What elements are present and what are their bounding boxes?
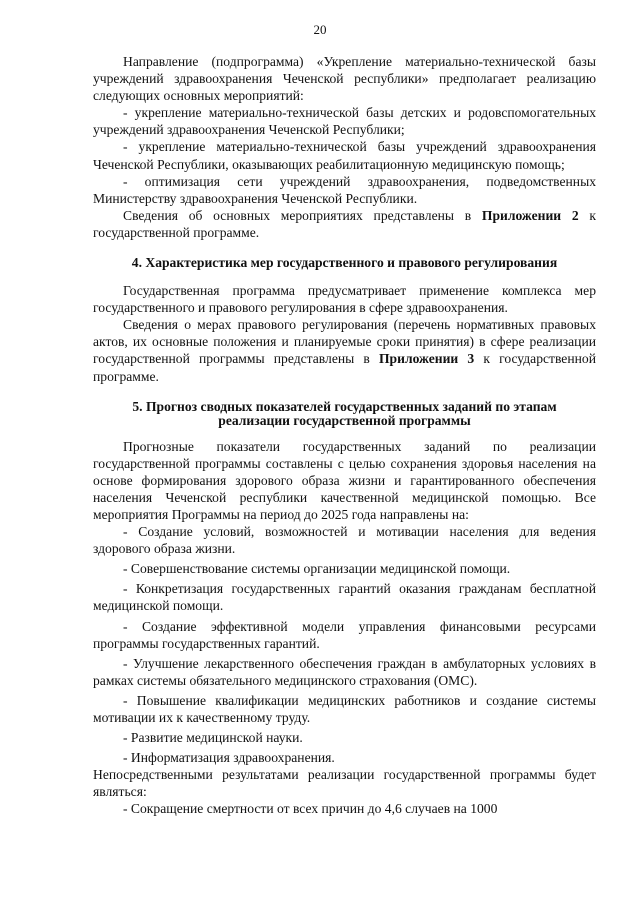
list-item: - Информатизация здравоохранения. xyxy=(123,750,335,766)
list-item: - укрепление материально-технической базы детских и родовспомогательных учреждений здравоохранения Чеченской Республики; xyxy=(93,105,596,138)
list-item: - укрепление материально-технической базы учреждений здравоохранения Чеченской Республики, оказывающих реабилитационную медицинскую помощь; xyxy=(93,139,596,172)
list-item: - Сокращение смертности от всех причин до 4,6 случаев на 1000 xyxy=(123,801,498,817)
page-number: 20 xyxy=(313,22,327,37)
text-span: Сведения об основных мероприятиях представлены в xyxy=(123,207,482,223)
text-span: к государственной программе. xyxy=(93,207,596,240)
list-item: - Совершенствование системы организации медицинской помощи. xyxy=(123,561,511,577)
list-item: - оптимизация сети учреждений здравоохранения, подведомственных Министерству здравоохранения Чеченской Республики. xyxy=(93,173,596,206)
section-heading xyxy=(93,400,596,428)
list-item: - Повышение квалификации медицинских работников и создание системы мотивации их к качественному труду. xyxy=(93,692,596,725)
section-heading: 4. Характеристика мер государственного и правового регулирования xyxy=(131,255,558,271)
list-item: - Создание эффективной модели управления финансовыми ресурсами программы государственных гарантий. xyxy=(93,618,596,651)
appendix-reference: Приложении 2 xyxy=(481,207,579,223)
text-span: Сведения о мерах правового регулирования (перечень нормативных правовых актов, их основные положения и планируемые сроки принятия) в сфере реализации государственной программы представлены в xyxy=(93,317,596,367)
paragraph: Прогнозные показатели государственных заданий по реализации государственной программы составлены с целью сохранения здоровья населения на основе формирования здорового образа жизни и гарантированного обеспечения населения Чеченской республики качественной медицинской помощью. Все мероприятия Программы на период до 2025 года направлены на: xyxy=(93,438,596,522)
list-item: - Создание условий, возможностей и мотивации населения для ведения здорового образа жизни. xyxy=(93,524,596,557)
paragraph: Направление (подпрограмма) «Укрепление материально-технической базы учреждений здравоохранения Чеченской республики» предполагает реализацию следующих основных мероприятий: xyxy=(93,54,596,104)
paragraph: Государственная программа предусматривает применение комплекса мер государственного и правового регулирования в сфере здравоохранения. xyxy=(93,283,596,316)
text-span: к государственной программе. xyxy=(93,351,596,384)
document-body xyxy=(93,53,596,818)
appendix-reference: Приложении 3 xyxy=(378,351,475,367)
list-item: - Конкретизация государственных гарантий оказания гражданам бесплатной медицинской помощи. xyxy=(93,581,596,614)
list-item: - Улучшение лекарственного обеспечения граждан в амбулаторных условиях в рамках системы обязательного медицинского страхования (ОМС). xyxy=(93,655,596,688)
list-item: - Развитие медицинской науки. xyxy=(123,730,303,746)
paragraph: Непосредственными результатами реализации государственной программы будет являться: xyxy=(93,767,596,800)
paragraph xyxy=(93,207,596,241)
heading-line: реализации государственной программы xyxy=(218,412,471,428)
heading-line: 5. Прогноз сводных показателей государственных заданий по этапам xyxy=(132,398,557,414)
paragraph xyxy=(93,316,596,384)
